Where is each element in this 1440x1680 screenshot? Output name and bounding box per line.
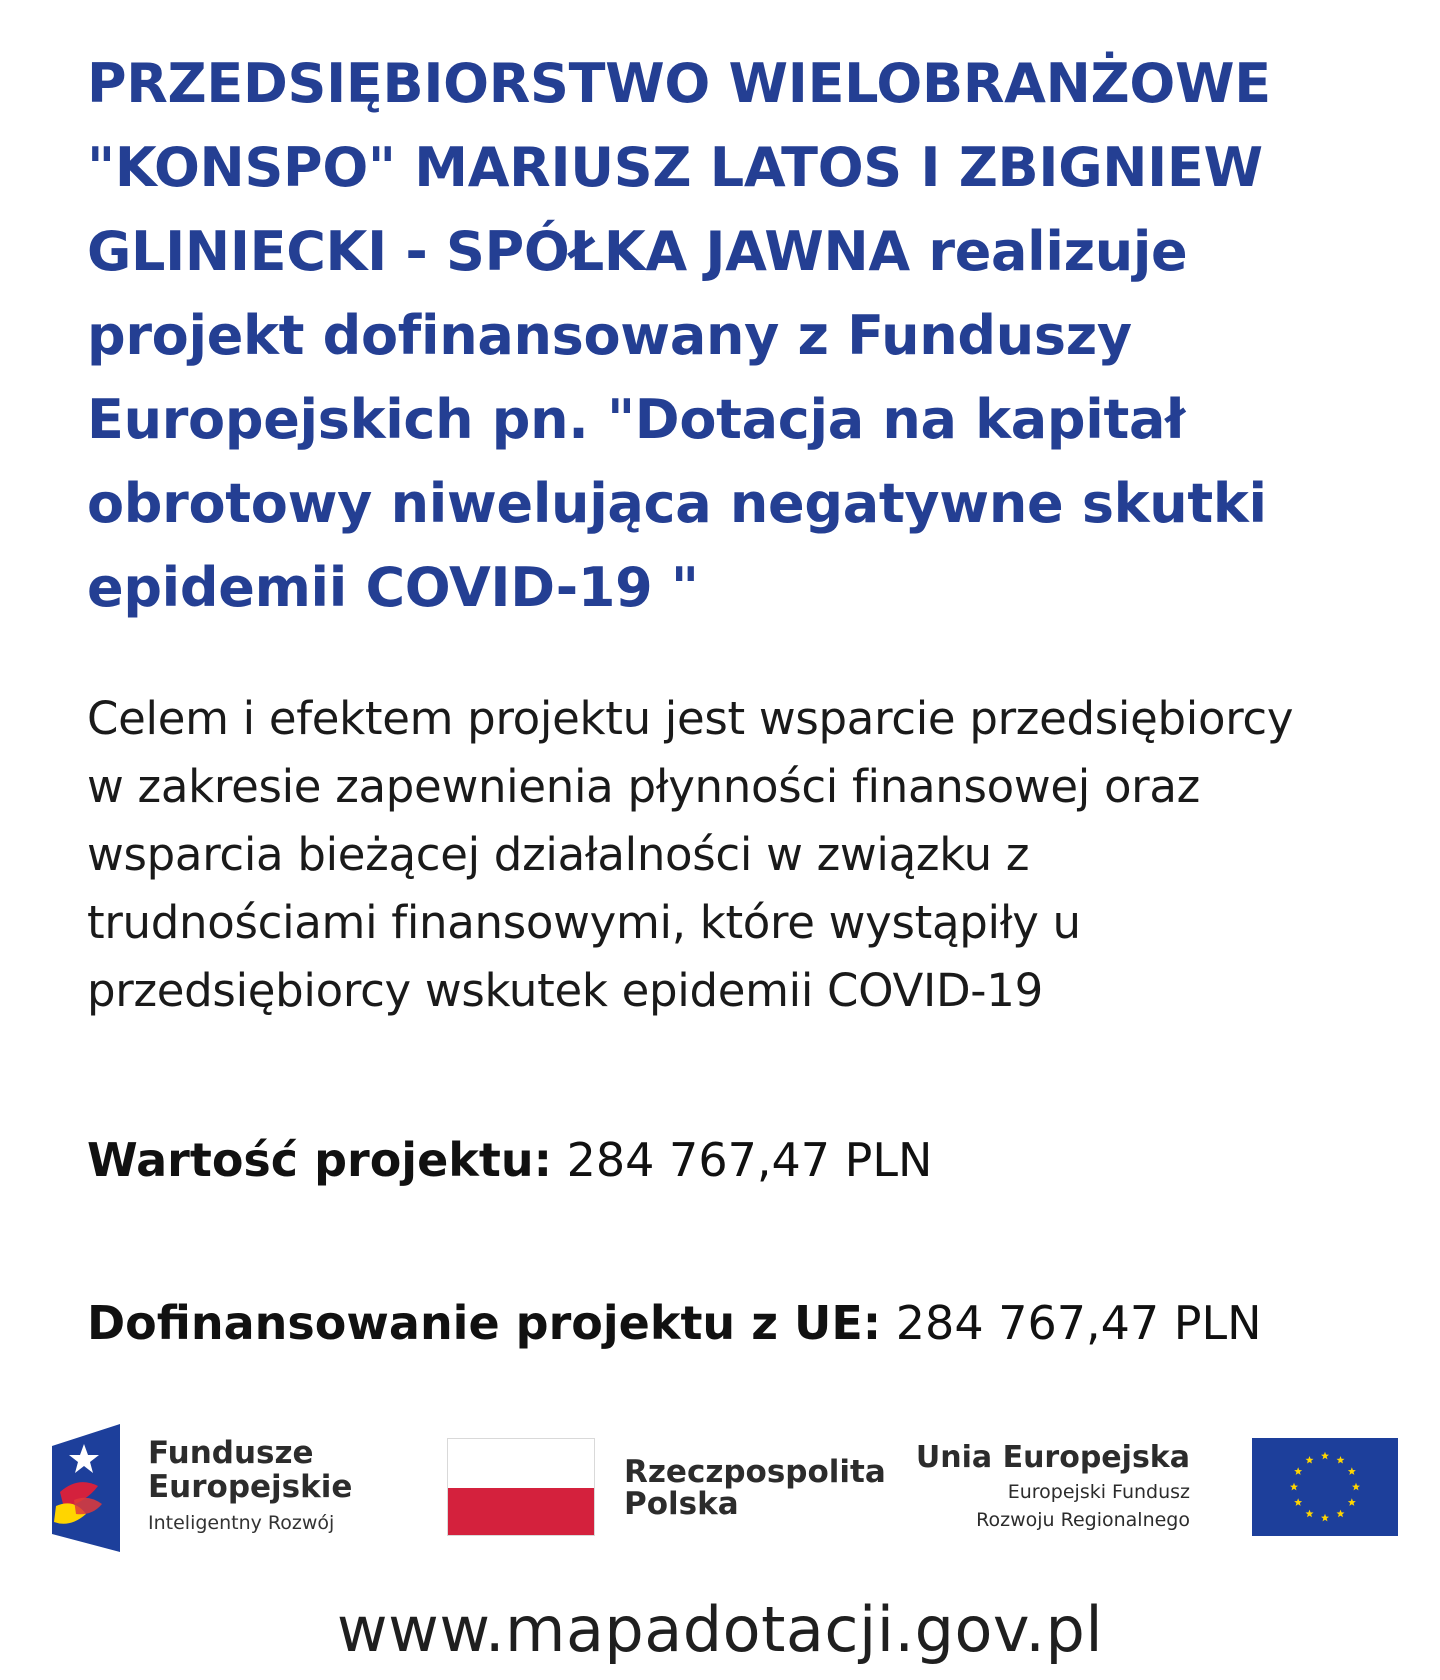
description-line: trudnościami finansowymi, które wystąpiły u (87, 896, 1081, 949)
description-line: w zakresie zapewnienia płynności finansowej oraz (87, 760, 1200, 813)
eu-funding-amount: 284 767,47 PLN (895, 1296, 1262, 1350)
funding-logo-bar (0, 1410, 1440, 1560)
inteligentny-rozwoj-line: Inteligentny Rozwój (148, 1512, 335, 1534)
headline-line: epidemii COVID-19 " (87, 556, 699, 619)
europejskie-line: Europejskie (148, 1469, 353, 1505)
eu-funding (87, 1293, 1262, 1353)
fundusze-europejskie-text (148, 1436, 352, 1534)
project-headline (87, 42, 1377, 630)
headline-line: "KONSPO" MARIUSZ LATOS I ZBIGNIEW (87, 136, 1263, 199)
rzeczpospolita-polska-logo (447, 1438, 887, 1538)
polska-line: Polska (624, 1486, 739, 1522)
rzeczpospolita-line: Rzeczpospolita (624, 1454, 886, 1490)
unia-europejska-text (916, 1438, 1190, 1534)
website-url[interactable]: www.mapadotacji.gov.pl (336, 1593, 1104, 1666)
europejski-fundusz-line: Europejski Fundusz (1007, 1481, 1190, 1503)
description-line: Celem i efektem projektu jest wsparcie przedsiębiorcy (87, 692, 1294, 745)
eu-flag-icon (1252, 1438, 1398, 1536)
unia-europejska-logo (915, 1438, 1400, 1538)
project-value-amount: 284 767,47 PLN (566, 1133, 933, 1187)
headline-line: PRZEDSIĘBIORSTWO WIELOBRANŻOWE (87, 52, 1271, 115)
eu-funding-label: Dofinansowanie projektu z UE: (87, 1296, 882, 1350)
headline-line: GLINIECKI - SPÓŁKA JAWNA realizuje (87, 220, 1188, 283)
description-line: wsparcia bieżącej działalności w związku z (87, 828, 1030, 881)
unia-europejska-line: Unia Europejska (915, 1440, 1190, 1475)
polish-flag-icon (447, 1438, 595, 1536)
fundusze-europejskie-logo (52, 1424, 352, 1559)
headline-line: projekt dofinansowany z Funduszy (87, 304, 1132, 367)
headline-line: obrotowy niwelująca negatywne skutki (87, 472, 1267, 535)
description-line: przedsiębiorcy wskutek epidemii COVID-19 (87, 964, 1043, 1017)
rozwoju-regionalnego-line: Rozwoju Regionalnego (976, 1509, 1190, 1531)
project-value (87, 1130, 932, 1190)
fundusze-line: Fundusze (148, 1435, 314, 1471)
fundusze-europejskie-mark-icon (52, 1424, 120, 1552)
headline-line: Europejskich pn. "Dotacja na kapitał (87, 388, 1185, 451)
rzeczpospolita-polska-text (624, 1456, 886, 1520)
project-value-label: Wartość projektu: (87, 1133, 552, 1187)
project-description (87, 685, 1387, 1025)
